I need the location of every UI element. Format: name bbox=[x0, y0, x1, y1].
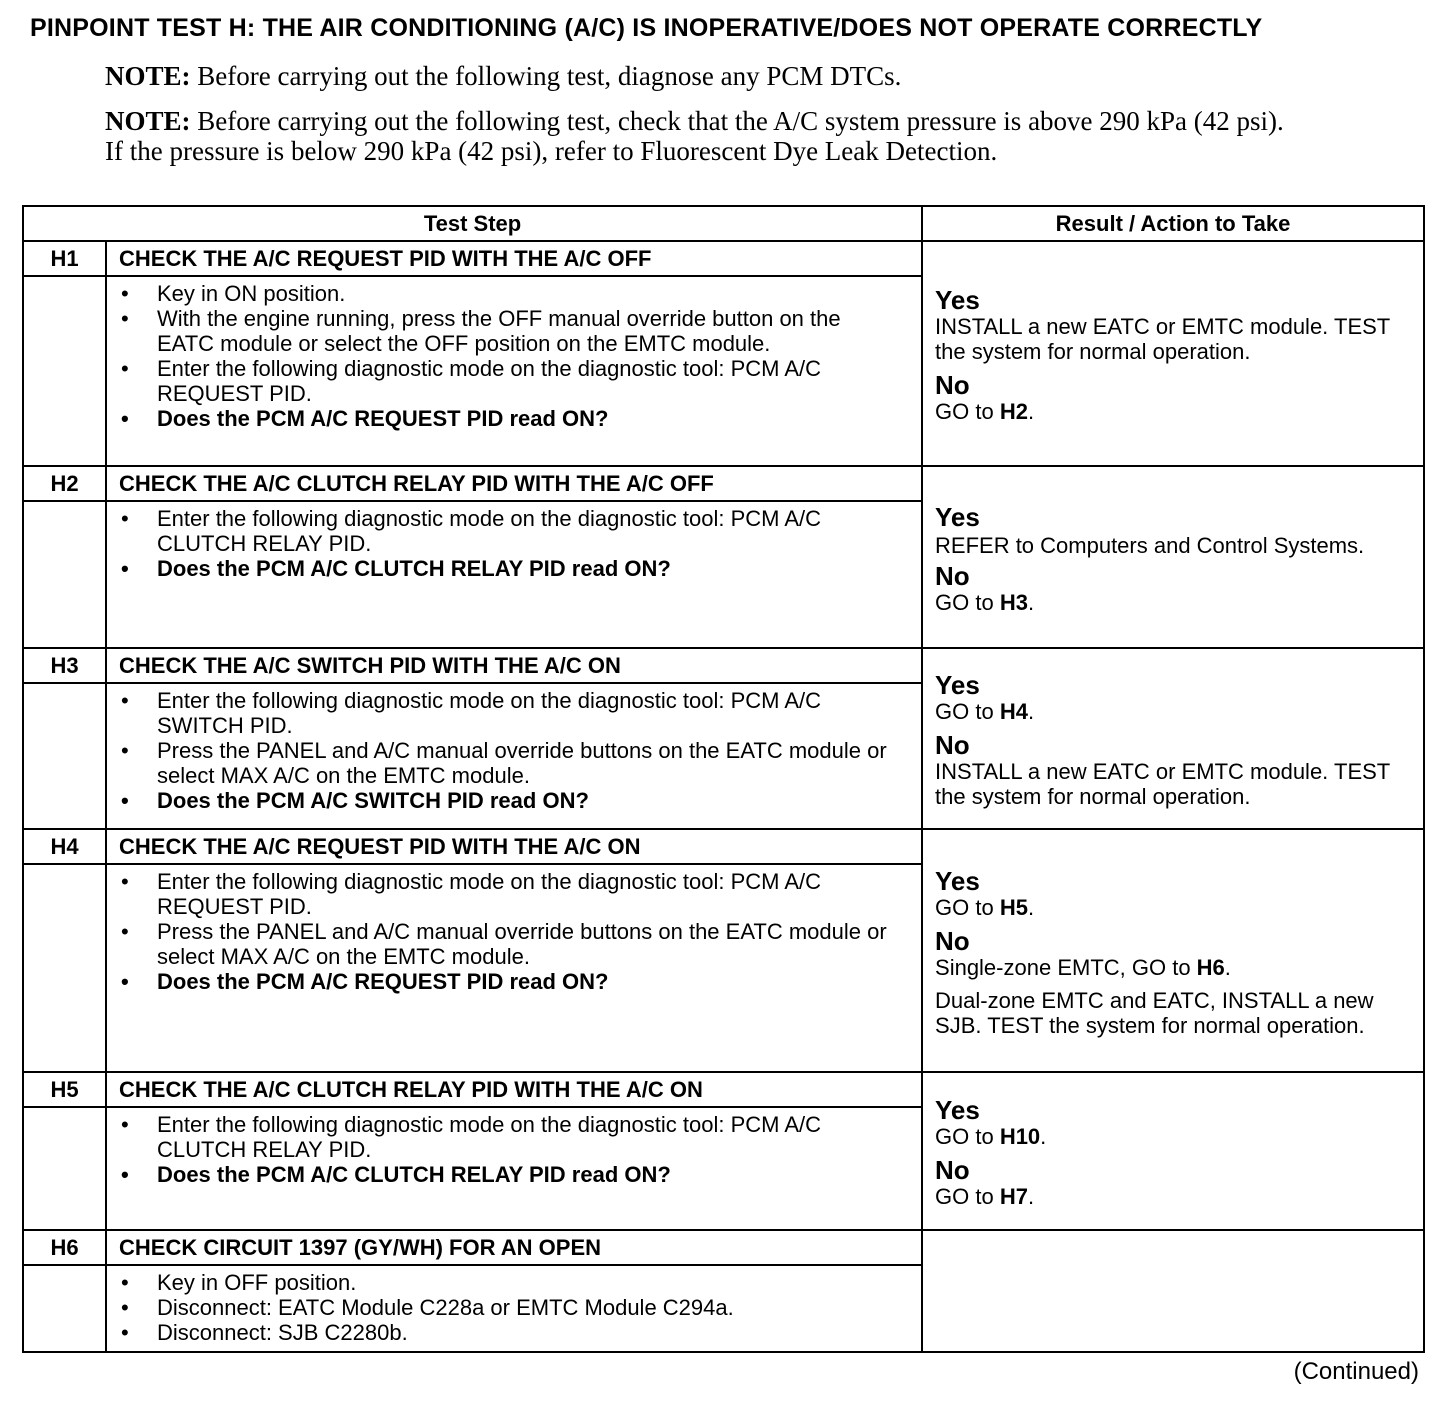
step-id: H3 bbox=[23, 648, 106, 683]
yes-action: INSTALL a new EATC or EMTC module. TEST the system for normal operation. bbox=[935, 314, 1390, 364]
step-body bbox=[106, 1107, 922, 1230]
no-action bbox=[935, 590, 1413, 615]
list-item: • Disconnect: EATC Module C228a or EMTC Module C294a. bbox=[119, 1295, 891, 1320]
note-ac-pressure bbox=[105, 106, 1305, 166]
yes-label: Yes bbox=[935, 501, 980, 532]
no-action bbox=[935, 1184, 1413, 1209]
yes-label: Yes bbox=[935, 1095, 980, 1125]
step-h3-result bbox=[922, 648, 1424, 829]
step-heading: CHECK THE A/C REQUEST PID WITH THE A/C ON bbox=[106, 829, 922, 864]
note-text: Before carrying out the following test, check that the A/C system pressure is above 290 kPa (42 psi). If the pressure is below 290 kPa (42 psi), refer to Fluorescent Dye Leak Detection. bbox=[105, 106, 1284, 166]
step-id-blank bbox=[23, 683, 106, 829]
step-heading: CHECK THE A/C CLUTCH RELAY PID WITH THE A/C ON bbox=[106, 1072, 922, 1107]
list-item: • Key in ON position. bbox=[119, 281, 891, 306]
no-action-text: GO to bbox=[935, 1184, 1000, 1209]
continued-label: (Continued) bbox=[1293, 1358, 1419, 1385]
step-question: • Does the PCM A/C SWITCH PID read ON? bbox=[119, 788, 891, 813]
no-label: No bbox=[935, 370, 970, 400]
step-reference: H10 bbox=[999, 1124, 1041, 1149]
no-label: No bbox=[935, 730, 970, 760]
no-action-text: Single-zone EMTC, GO to bbox=[935, 954, 1197, 980]
step-h1-result bbox=[922, 241, 1424, 466]
step-heading: CHECK CIRCUIT 1397 (GY/WH) FOR AN OPEN bbox=[106, 1230, 922, 1265]
step-reference: H3 bbox=[999, 589, 1028, 615]
step-bullets bbox=[119, 281, 891, 431]
no-action-end: . bbox=[1027, 399, 1035, 424]
list-item: • With the engine running, press the OFF manual override button on the EATC module or select the OFF position on the EMTC module. bbox=[119, 306, 891, 356]
no-action-end: . bbox=[1027, 1184, 1035, 1209]
yes-action bbox=[935, 1124, 1413, 1149]
yes-label: Yes bbox=[935, 285, 980, 315]
step-body bbox=[106, 864, 922, 1072]
yes-action-end: . bbox=[1027, 699, 1035, 724]
step-id-blank bbox=[23, 501, 106, 648]
step-id-blank bbox=[23, 1107, 106, 1230]
step-question: • Does the PCM A/C REQUEST PID read ON? bbox=[119, 406, 891, 431]
step-h5-heading-row bbox=[23, 1072, 1424, 1107]
no-label: No bbox=[935, 560, 970, 591]
step-body bbox=[106, 276, 922, 466]
result-header: Result / Action to Take bbox=[922, 206, 1424, 241]
step-body bbox=[106, 1265, 922, 1352]
no-action-extra: Dual-zone EMTC and EATC, INSTALL a new SJB. TEST the system for normal operation. bbox=[935, 987, 1374, 1038]
yes-action-end: . bbox=[1040, 1124, 1047, 1149]
yes-action-text: GO to bbox=[935, 699, 1000, 724]
step-h2-heading-row bbox=[23, 466, 1424, 501]
step-h6-result bbox=[922, 1230, 1424, 1352]
step-reference: H7 bbox=[999, 1184, 1028, 1209]
step-id: H6 bbox=[23, 1230, 106, 1265]
step-question: • Does the PCM A/C CLUTCH RELAY PID read ON? bbox=[119, 556, 891, 581]
step-reference: H5 bbox=[999, 894, 1028, 920]
yes-label: Yes bbox=[935, 670, 980, 700]
no-label: No bbox=[935, 925, 970, 956]
list-item: • Enter the following diagnostic mode on the diagnostic tool: PCM A/C SWITCH PID. bbox=[119, 688, 891, 738]
step-bullets bbox=[119, 869, 891, 994]
no-action-text: GO to bbox=[935, 589, 1000, 615]
step-id-blank bbox=[23, 1265, 106, 1352]
page-title: PINPOINT TEST H: THE AIR CONDITIONING (A/C) IS INOPERATIVE/DOES NOT OPERATE CORRECTLY bbox=[30, 14, 1263, 42]
yes-action bbox=[935, 699, 1413, 724]
no-action: INSTALL a new EATC or EMTC module. TEST the system for normal operation. bbox=[935, 759, 1390, 809]
step-id: H2 bbox=[23, 466, 106, 501]
no-action bbox=[935, 399, 1413, 424]
step-bullets bbox=[119, 688, 891, 813]
note-pcm-dtcs bbox=[105, 61, 1305, 91]
step-body bbox=[106, 683, 922, 829]
note-text: Before carrying out the following test, diagnose any PCM DTCs. bbox=[190, 61, 902, 91]
note-label: NOTE: bbox=[105, 61, 191, 91]
step-h4-result bbox=[922, 829, 1424, 1072]
yes-action: REFER to Computers and Control Systems. bbox=[935, 532, 1365, 558]
step-bullets bbox=[119, 1270, 891, 1345]
no-label: No bbox=[935, 1155, 970, 1185]
step-h3-heading-row bbox=[23, 648, 1424, 683]
step-bullets bbox=[119, 1112, 891, 1187]
yes-label: Yes bbox=[935, 865, 980, 896]
step-h5-result bbox=[922, 1072, 1424, 1230]
list-item: • Enter the following diagnostic mode on the diagnostic tool: PCM A/C CLUTCH RELAY PID. bbox=[119, 506, 891, 556]
step-h4-heading-row bbox=[23, 829, 1424, 864]
step-heading: CHECK THE A/C SWITCH PID WITH THE A/C ON bbox=[106, 648, 922, 683]
test-step-header: Test Step bbox=[23, 206, 922, 241]
yes-action-text: GO to bbox=[935, 1124, 1000, 1149]
step-id: H4 bbox=[23, 829, 106, 864]
step-h1-heading-row bbox=[23, 241, 1424, 276]
step-question: • Does the PCM A/C REQUEST PID read ON? bbox=[119, 969, 891, 994]
yes-action-end: . bbox=[1027, 894, 1035, 920]
list-item: • Key in OFF position. bbox=[119, 1270, 891, 1295]
step-question: • Does the PCM A/C CLUTCH RELAY PID read ON? bbox=[119, 1162, 891, 1187]
step-heading: CHECK THE A/C REQUEST PID WITH THE A/C OFF bbox=[106, 241, 922, 276]
no-action-text: GO to bbox=[935, 399, 1000, 424]
step-id: H1 bbox=[23, 241, 106, 276]
step-reference: H2 bbox=[999, 399, 1028, 424]
step-body bbox=[106, 501, 922, 648]
no-action-end: . bbox=[1027, 589, 1035, 615]
step-reference: H6 bbox=[1196, 954, 1225, 980]
step-heading: CHECK THE A/C CLUTCH RELAY PID WITH THE A/C OFF bbox=[106, 466, 922, 501]
step-id-blank bbox=[23, 864, 106, 1072]
list-item: • Press the PANEL and A/C manual override buttons on the EATC module or select MAX A/C on the EMTC module. bbox=[119, 919, 891, 969]
list-item: • Press the PANEL and A/C manual override buttons on the EATC module or select MAX A/C on the EMTC module. bbox=[119, 738, 891, 788]
list-item: • Enter the following diagnostic mode on the diagnostic tool: PCM A/C REQUEST PID. bbox=[119, 869, 891, 919]
step-bullets bbox=[119, 506, 891, 581]
table-header-row bbox=[23, 206, 1424, 241]
step-h2-result bbox=[922, 466, 1424, 648]
yes-action-text: GO to bbox=[935, 894, 1000, 920]
list-item: • Enter the following diagnostic mode on the diagnostic tool: PCM A/C REQUEST PID. bbox=[119, 356, 891, 406]
note-label: NOTE: bbox=[105, 106, 191, 136]
no-action-end: . bbox=[1224, 954, 1231, 980]
step-reference: H4 bbox=[999, 699, 1028, 724]
list-item: • Enter the following diagnostic mode on the diagnostic tool: PCM A/C CLUTCH RELAY PID. bbox=[119, 1112, 891, 1162]
pinpoint-test-table bbox=[22, 205, 1425, 1353]
no-action bbox=[935, 955, 1413, 980]
list-item: • Disconnect: SJB C2280b. bbox=[119, 1320, 891, 1345]
step-id: H5 bbox=[23, 1072, 106, 1107]
yes-action bbox=[935, 895, 1413, 920]
step-h6-heading-row bbox=[23, 1230, 1424, 1265]
step-id-blank bbox=[23, 276, 106, 466]
